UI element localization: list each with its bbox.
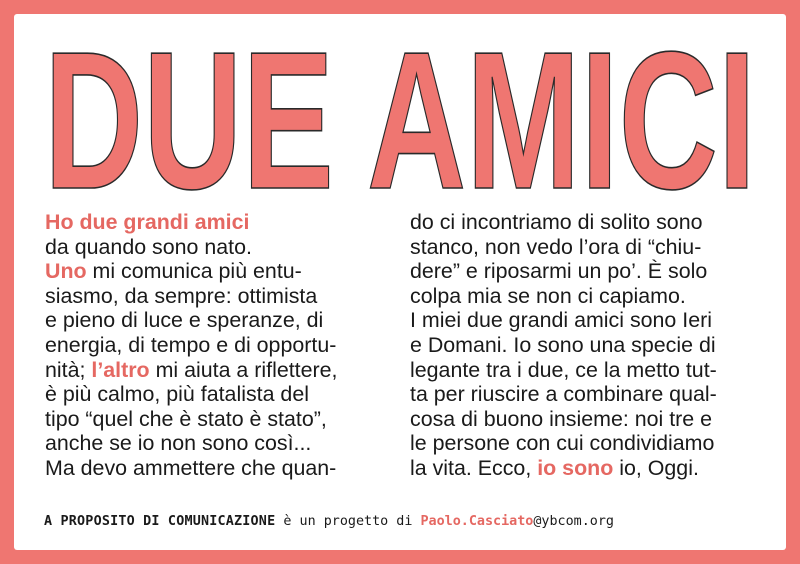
body-text: le persone con cui condividiamo [410,431,715,456]
body-text: e Domani. Io sono una specie di [410,332,716,357]
text-line [45,407,390,432]
title-text: DUE AMICI [44,38,756,198]
body-text: do ci incontriamo di solito sono [410,210,703,234]
highlight-text: Ho due grandi amici [45,210,250,234]
body-text: energia, di tempo e di opportu- [45,332,337,357]
text-line [410,407,762,432]
text-line [45,456,390,481]
text-line [410,259,762,284]
text-line [45,210,390,235]
body-text: stanco, non vedo l’ora di “chiu- [410,234,702,259]
body-text: Ma devo ammettere che quan- [45,455,337,480]
text-line [45,235,390,260]
text-line [45,259,390,284]
body-text: e pieno di luce e speranze, di [45,308,324,333]
text-line [45,284,390,309]
text-line [410,308,762,333]
footer-middle: è un progetto di [275,514,421,529]
text-line [45,431,390,456]
poster-title [0,38,800,198]
body-text: I miei due grandi amici sono Ieri [410,308,712,333]
body-text: dere” e riposarmi un po’. È solo [410,259,708,284]
footer-author: Paolo.Casciato [420,514,534,529]
text-line [45,308,390,333]
body-text: nità; [45,357,92,382]
text-line [410,382,762,407]
body-text: da quando sono nato. [45,234,252,259]
body-text: cosa di buono insieme: noi tre e [410,406,713,431]
body-text: la vita. Ecco, [410,455,538,480]
highlight-text: io sono [537,455,614,480]
highlight-text: Uno [45,259,87,284]
body-text: legante tra i due, ce la metto tut- [410,357,717,382]
body-text: mi comunica più entu- [86,259,302,284]
footer-credit [44,514,774,529]
title-graphic [0,38,800,198]
text-line [410,284,762,309]
text-line [410,210,762,235]
body-text: mi aiuta a riflettere, [149,357,338,382]
body-text: ta per riuscire a combinare qual- [410,382,717,407]
highlight-text: l’altro [91,357,150,382]
body-text: è più calmo, più fatalista del [45,382,309,407]
text-line [410,333,762,358]
body-text: colpa mia se non ci capiamo. [410,283,686,308]
text-line [45,382,390,407]
body-text: tipo “quel che è stato è stato”, [45,406,327,431]
body-text: io, Oggi. [613,455,699,480]
text-line [45,333,390,358]
text-line [410,235,762,260]
text-line [410,431,762,456]
text-line [410,358,762,383]
right-column [410,210,762,481]
body-text: anche se io non sono così... [45,431,312,456]
left-column [45,210,390,481]
body-text: siasmo, da sempre: ottimista [45,283,318,308]
text-line [45,358,390,383]
footer-series: A PROPOSITO DI COMUNICAZIONE [44,514,276,529]
footer-domain: @ybcom.org [533,514,614,529]
text-line [410,456,762,481]
